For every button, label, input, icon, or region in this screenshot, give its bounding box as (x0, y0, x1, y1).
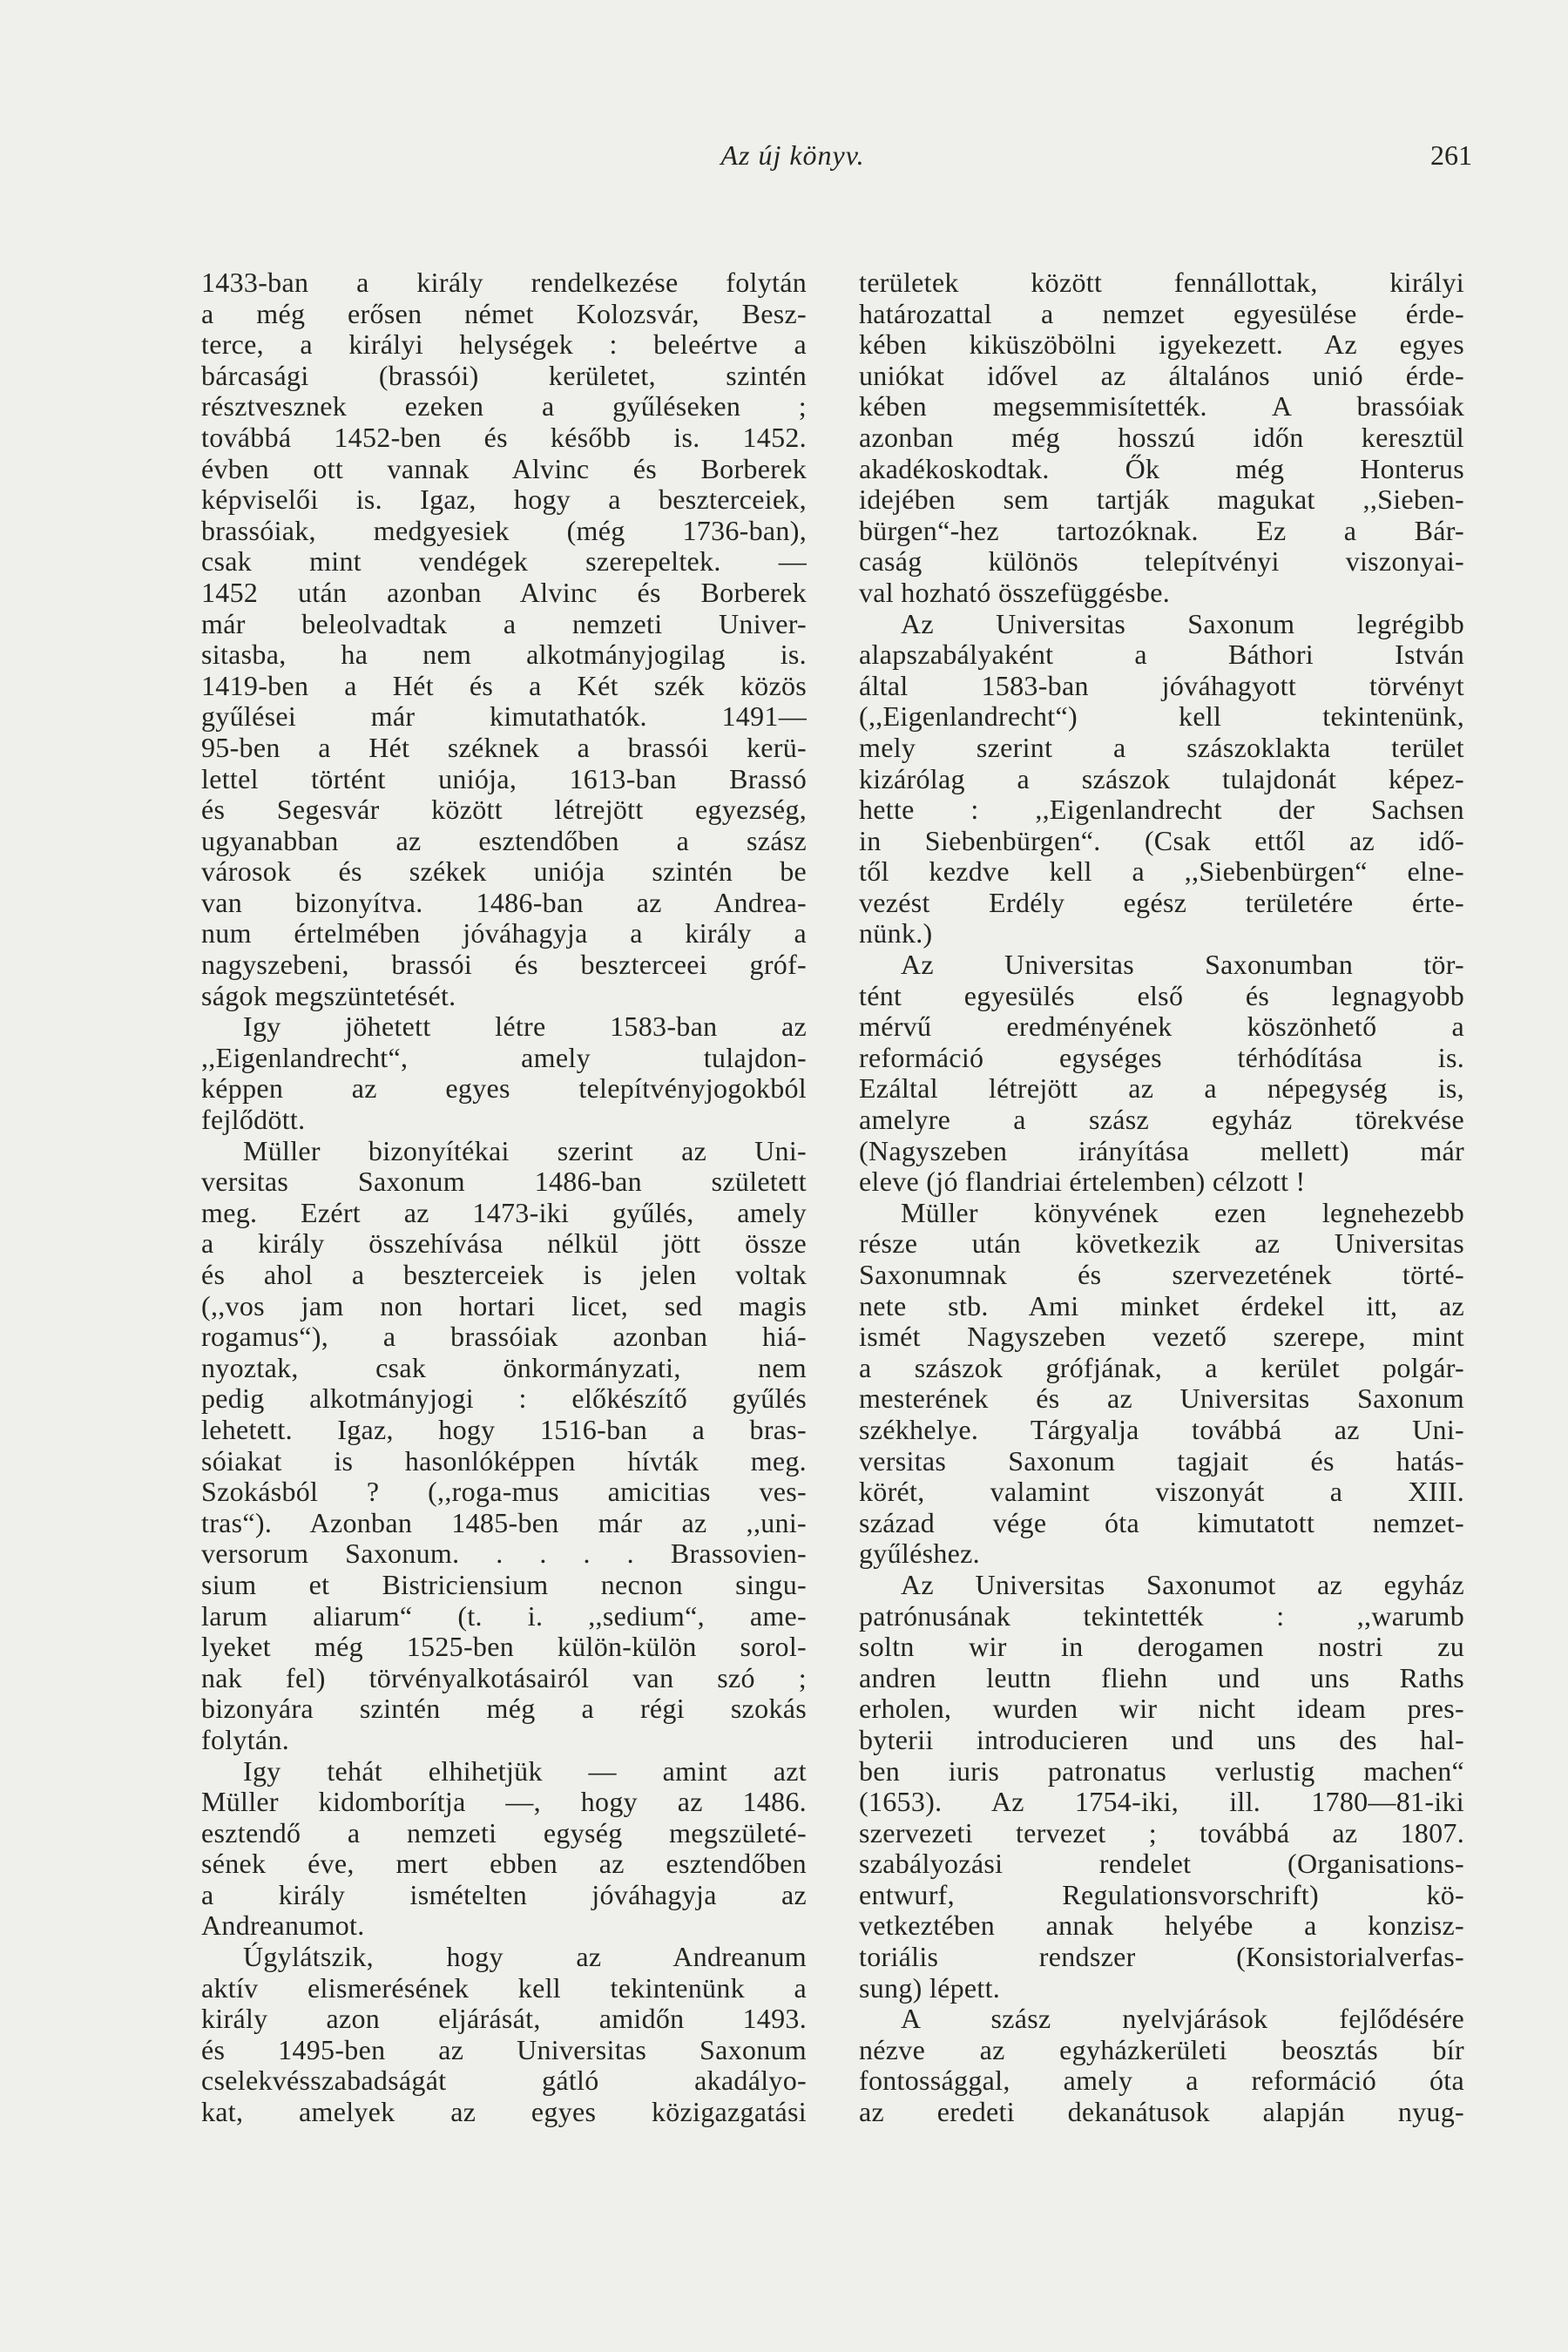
text-line: tras“). Azonban 1485-ben már az ,,uni- (201, 1506, 807, 1538)
text-line: val hozható összefüggésbe. (859, 576, 1171, 608)
text-line: (Nagyszeben irányítása mellett) már (859, 1134, 1464, 1166)
paragraph (859, 609, 1464, 950)
text-line: A szász nyelvjárások fejlődésére (901, 2003, 1464, 2035)
text-line: Igy tehát elhihetjük — amint azt (243, 1754, 807, 1787)
text-line: fontossággal, amely a reformáció óta (859, 2065, 1464, 2097)
paragraph (859, 267, 1464, 609)
text-line: a király ismételten jóváhagyja az (201, 1878, 807, 1910)
text-line: Igy jöhetett létre 1583-ban az (243, 1010, 807, 1043)
paragraph (201, 1756, 807, 1943)
left-column (201, 267, 807, 2128)
text-line: Andreanumot. (201, 1909, 365, 1942)
text-line: uniókat idővel az általános unió érde- (859, 359, 1464, 391)
paragraph (859, 2004, 1464, 2127)
text-line: ,,Eigenlandrecht“, amely tulajdon- (201, 1041, 807, 1073)
text-line: ismét Nagyszeben vezető szerepe, mint (859, 1321, 1464, 1353)
text-line: patrónusának tekintették : ,,warumb (859, 1599, 1464, 1632)
text-line: ben iuris patronatus verlustig machen“ (859, 1754, 1464, 1787)
text-line: (1653). Az 1754-iki, ill. 1780—81-iki (859, 1786, 1464, 1818)
text-line: a szászok grófjának, a kerület polgár- (859, 1351, 1464, 1383)
text-line: résztvesznek ezeken a gyűléseken ; (201, 390, 807, 422)
text-line: terce, a királyi helységek : beleértve a (201, 328, 807, 361)
text-line: lettel történt uniója, 1613-ban Brassó (201, 762, 807, 794)
text-line: kizárólag a szászok tulajdonát képez- (859, 762, 1464, 794)
text-line: kében megsemmisítették. A brassóiak (859, 390, 1464, 422)
running-title: Az új könyv. (720, 139, 865, 171)
text-line: továbbá 1452-ben és később is. 1452. (201, 421, 807, 453)
text-line: akadékoskodtak. Ők még Honterus (859, 452, 1464, 484)
text-line: nak fel) törvényalkotásairól van szó ; (201, 1661, 807, 1693)
text-line: fejlődött. (201, 1104, 306, 1136)
text-line: és 1495-ben az Universitas Saxonum (201, 2033, 807, 2065)
text-line: nete stb. Ami minket érdekel itt, az (859, 1289, 1464, 1321)
text-line: körét, valamint viszonyát a XIII. (859, 1476, 1464, 1508)
text-line: nagyszebeni, brassói és beszterceei gróf- (201, 949, 807, 981)
text-line: Müller bizonyítékai szerint az Uni- (243, 1134, 807, 1166)
text-line: től kezdve kell a ,,Siebenbürgen“ elne- (859, 855, 1464, 888)
text-line: szervezeti tervezet ; továbbá az 1807. (859, 1816, 1464, 1848)
text-line: kében kiküszöbölni igyekezett. Az egyes (859, 328, 1464, 361)
text-line: meg. Ezért az 1473-iki gyűlés, amely (201, 1196, 807, 1228)
text-line: nünk.) (859, 917, 933, 950)
text-line: tént egyesülés első és legnagyobb (859, 979, 1464, 1011)
text-line: Az Universitas Saxonumban tör- (901, 949, 1464, 981)
text-line: az eredeti dekanátusok alapján nyug- (859, 2096, 1464, 2128)
text-line: andren leuttn fliehn und uns Raths (859, 1661, 1464, 1693)
text-line: sium et Bistriciensium necnon singu- (201, 1568, 807, 1600)
text-line: kat, amelyek az egyes közigazgatási (201, 2096, 807, 2128)
text-line: városok és székek uniója szintén be (201, 855, 807, 888)
text-line: része után következik az Universitas (859, 1227, 1464, 1260)
paragraph (859, 950, 1464, 1198)
text-line: nyoztak, csak önkormányzati, nem (201, 1351, 807, 1383)
text-line: byterii introducieren und uns des hal- (859, 1723, 1464, 1755)
text-line: Ezáltal létrejött az a népegység is, (859, 1072, 1464, 1105)
text-line: cselekvésszabadságát gátló akadályo- (201, 2065, 807, 2097)
text-line: in Siebenbürgen“. (Csak ettől az idő- (859, 824, 1464, 856)
text-line: lehetett. Igaz, hogy 1516-ban a bras- (201, 1413, 807, 1445)
text-line: mérvű eredményének köszönhető a (859, 1010, 1464, 1043)
text-line: (,,Eigenlandrecht“) kell tekintenünk, (859, 700, 1464, 733)
text-line: sung) lépett. (859, 1971, 1001, 2004)
paragraph (201, 1942, 807, 2128)
text-line: hette : ,,Eigenlandrecht der Sachsen (859, 794, 1464, 826)
text-line: 1433-ban a király rendelkezése folytán (201, 267, 807, 298)
text-line: Müller kidomborítja —, hogy az 1486. (201, 1786, 807, 1818)
text-line: folytán. (201, 1723, 290, 1755)
right-column (859, 267, 1464, 2128)
text-line: székhelye. Tárgyalja továbbá az Uni- (859, 1413, 1464, 1445)
text-line: larum aliarum“ (t. i. ,,sedium“, ame- (201, 1599, 807, 1632)
text-line: Müller könyvének ezen legnehezebb (901, 1196, 1464, 1228)
text-line: képviselői is. Igaz, hogy a beszterceiek, (201, 483, 807, 516)
text-line: mely szerint a szászoklakta terület (859, 731, 1464, 763)
paragraph (201, 1011, 807, 1135)
text-line: esztendő a nemzeti egység megszületé- (201, 1816, 807, 1848)
page-number: 261 (1430, 139, 1472, 171)
text-line: brassóiak, medgyesiek (még 1736-ban), (201, 514, 807, 546)
text-line: bárcasági (brassói) kerületet, szintén (201, 359, 807, 391)
text-line: század vége óta kimutatott nemzet- (859, 1506, 1464, 1538)
text-line: van bizonyítva. 1486-ban az Andrea- (201, 886, 807, 918)
text-line: Az Universitas Saxonumot az egyház (901, 1568, 1464, 1600)
text-line: által 1583-ban jóváhagyott törvényt (859, 669, 1464, 701)
text-line: Saxonumnak és szervezetének törté- (859, 1259, 1464, 1290)
text-line: Szokásból ? (,,roga-mus amicitias ves- (201, 1476, 807, 1508)
text-line: pedig alkotmányjogi : előkészítő gyűlés (201, 1382, 807, 1415)
paragraph (859, 1570, 1464, 2004)
text-line: és Segesvár között létrejött egyezség, (201, 794, 807, 826)
text-line: toriális rendszer (Konsistorialverfas- (859, 1941, 1464, 1973)
text-line: és ahol a beszterceiek is jelen voltak (201, 1259, 807, 1290)
text-line: versitas Saxonum 1486-ban született (201, 1166, 807, 1198)
text-line: caság különös telepítvényi viszonyai- (859, 545, 1464, 578)
text-line: ságok megszüntetését. (201, 979, 456, 1011)
text-line: képpen az egyes telepítvényjogokból (201, 1072, 807, 1105)
text-line: azonban még hosszú időn keresztül (859, 421, 1464, 453)
text-line: lyeket még 1525-ben külön-külön sorol- (201, 1631, 807, 1663)
text-line: vezést Erdély egész területére érte- (859, 886, 1464, 918)
text-line: határozattal a nemzet egyesülése érde- (859, 297, 1464, 329)
text-line: 95-ben a Hét széknek a brassói kerü- (201, 731, 807, 763)
text-line: 1419-ben a Hét és a Két szék közös (201, 669, 807, 701)
text-line: bürgen“-hez tartozóknak. Ez a Bár- (859, 514, 1464, 546)
text-line: ugyanabban az esztendőben a szász (201, 824, 807, 856)
text-line: amelyre a szász egyház törekvése (859, 1104, 1464, 1136)
text-line: területek között fennállottak, királyi (859, 267, 1464, 298)
text-line: gyűléshez. (859, 1538, 980, 1570)
paragraph (201, 267, 807, 1011)
text-line: csak mint vendégek szerepeltek. — (201, 545, 807, 578)
text-line: mesterének és az Universitas Saxonum (859, 1382, 1464, 1415)
text-line: soltn wir in derogamen nostri zu (859, 1631, 1464, 1663)
text-line: alapszabályaként a Báthori István (859, 639, 1464, 671)
text-line: gyűlései már kimutathatók. 1491— (201, 700, 807, 733)
text-line: szabályozási rendelet (Organisations- (859, 1848, 1464, 1880)
text-line: vetkeztében annak helyébe a konzisz- (859, 1909, 1464, 1942)
paragraph (859, 1198, 1464, 1570)
text-line: aktív elismerésének kell tekintenünk a (201, 1971, 807, 2004)
text-line: num értelmében jóváhagyja a király a (201, 917, 807, 950)
text-line: reformáció egységes térhódítása is. (859, 1041, 1464, 1073)
text-line: évben ott vannak Alvinc és Borberek (201, 452, 807, 484)
text-line: bizonyára szintén még a régi szokás (201, 1693, 807, 1725)
text-line: a király összehívása nélkül jött össze (201, 1227, 807, 1260)
text-line: Úgylátszik, hogy az Andreanum (243, 1941, 807, 1973)
text-line: eleve (jó flandriai értelemben) célzott ! (859, 1166, 1306, 1198)
text-line: király azon eljárását, amidőn 1493. (201, 2003, 807, 2035)
text-line: sének éve, mert ebben az esztendőben (201, 1848, 807, 1880)
text-line: rogamus“), a brassóiak azonban hiá- (201, 1321, 807, 1353)
text-line: entwurf, Regulationsvorschrift) kö- (859, 1878, 1464, 1910)
paragraph (201, 1136, 807, 1756)
text-line: idejében sem tartják magukat ,,Sieben- (859, 483, 1464, 516)
text-line: Az Universitas Saxonum legrégibb (901, 607, 1464, 639)
text-line: már beleolvadtak a nemzeti Univer- (201, 607, 807, 639)
text-line: 1452 után azonban Alvinc és Borberek (201, 576, 807, 608)
text-line: (,,vos jam non hortari licet, sed magis (201, 1289, 807, 1321)
text-line: versitas Saxonum tagjait és hatás- (859, 1444, 1464, 1477)
text-line: a még erősen német Kolozsvár, Besz- (201, 297, 807, 329)
text-line: nézve az egyházkerületi beosztás bír (859, 2033, 1464, 2065)
text-line: versorum Saxonum. . . . . Brassovien- (201, 1538, 807, 1570)
text-line: erholen, wurden wir nicht ideam pres- (859, 1693, 1464, 1725)
text-line: sitasba, ha nem alkotmányjogilag is. (201, 639, 807, 671)
text-line: sóiakat is hasonlóképpen hívták meg. (201, 1444, 807, 1477)
